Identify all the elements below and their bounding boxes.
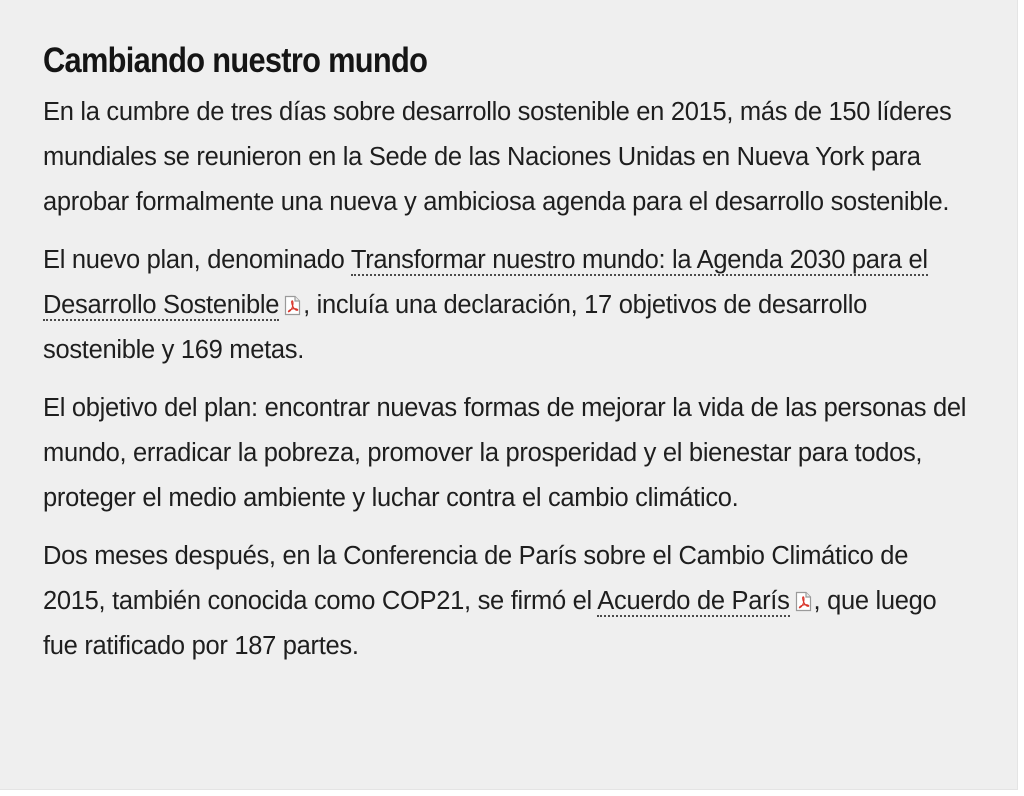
paragraph-plan-rest: , incluía una declaración, 17 objetivos de desarrollo sostenible y 169 metas. (43, 291, 867, 364)
agenda-2030-link[interactable]: Transformar nuestro mundo: la Agenda 2030 para el Desarrollo Sostenible (43, 246, 928, 319)
article-title: Cambiando nuestro mundo (43, 41, 428, 80)
paragraph-summit (43, 90, 977, 225)
paragraph-paris (43, 534, 977, 669)
paris-agreement-link[interactable]: Acuerdo de París (597, 587, 790, 615)
pdf-icon[interactable] (795, 591, 812, 612)
pdf-icon[interactable] (284, 295, 301, 316)
paragraph-objective-text: El objetivo del plan: encontrar nuevas formas de mejorar la vida de las personas del mundo, erradicar la pobreza, promover la prosperidad y el bienestar para todos, proteger el medio ambiente y luchar contra el cambio climático. (43, 394, 967, 512)
paragraph-paris-intro: Dos meses después, en la Conferencia de París sobre el Cambio Climático de 2015, también conocida como COP21, se firmó el (43, 542, 909, 615)
paragraph-summit-text: En la cumbre de tres días sobre desarrollo sostenible en 2015, más de 150 líderes mundiales se reunieron en la Sede de las Naciones Unidas en Nueva York para aprobar formalmente una nueva y ambiciosa agenda para el desarrollo sostenible. (43, 98, 952, 216)
paragraph-plan-intro: El nuevo plan, denominado (43, 246, 351, 274)
paragraph-plan (43, 238, 977, 373)
paragraph-objective (43, 386, 977, 521)
paragraph-paris-rest: , que luego fue ratificado por 187 partes. (43, 587, 937, 660)
